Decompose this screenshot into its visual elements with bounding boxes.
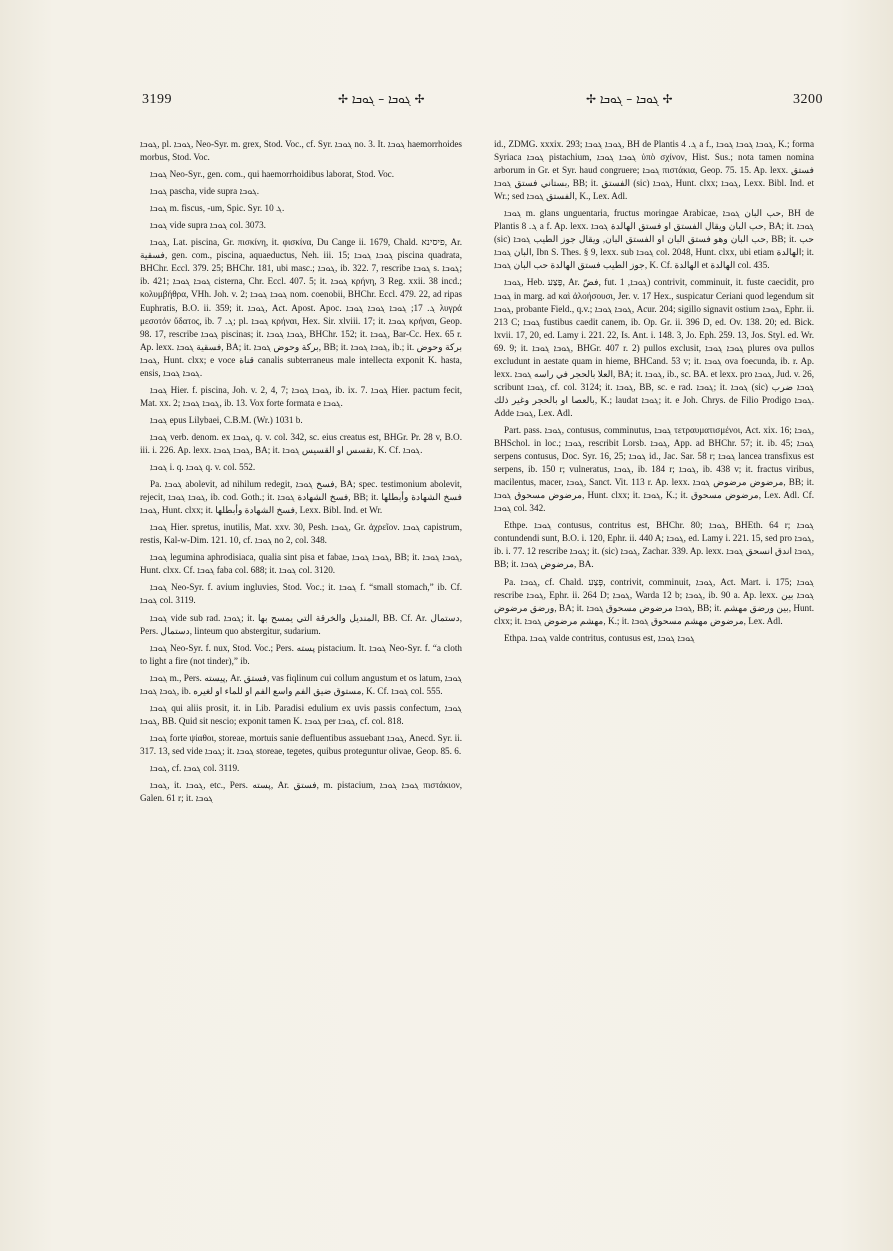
dictionary-entry: Ethpa. ܓܘܒܐ valde contritus, contusus est, ܓܘܒܐ ܓܘܒܐ [504, 632, 695, 643]
dictionary-entry: ܓܘܒܐ pascha, vide supra ܓܘܒܐ. [150, 186, 260, 197]
dictionary-entry: ܓܘܒܐ m. fiscus, -um, Spic. Syr. ܓ 10. [150, 203, 285, 214]
dictionary-entry: ܓܘܒܐ vide sub rad. ܓܘܒܐ; it. المنديل والخرقة التي يمسح بها, BB. Cf. Ar. دستمال, Pers. دستمال, linteum quo abstergitur, sudarium. [140, 612, 462, 636]
column-divider [478, 136, 479, 1236]
page-number-right: 3200 [793, 92, 823, 107]
dictionary-entry: ܓܘܒܐ legumina aphrodisiaca, qualia sint pisa et fabae, ܓܘܒܐ ܓܘܒܐ, BB; it. ܓܘܒܐ ܓܘܒܐ, Hunt. clxx. Cf. ܓܘܒܐ faba col. 688; it. ܓܘܒܐ col. 3120. [140, 552, 462, 576]
page-header [138, 92, 823, 114]
running-head-right: ✢ ܓܘܒܐ – ܓܘܒܐ ✢ [586, 92, 673, 106]
dictionary-entry: Part. pass. ܓܘܒܐ, contusus, comminutus, ܓܘܒܐ τετραυματισμένοι, Act. xix. 16; ܓܘܒܐ, BHSchol. in loc.; ܓܘܒܐ, rescribit Lorsb. ܓܘܒܐ, App. ad BHChr. 57; it. ib. 45; ܓܘܒܐ serpens contusus, Doc. Syr. 16, 25; ܓܘܒܐ id., Jac. Sar. 58 r; ܓܘܒܐ lancea transfixus est serpens, ib. 150 r; vulneratus, ܓܘܒܐ, ib. 184 r; ܓܘܒܐ, ib. 438 v; it. fractus viribus, macilentus, macer, ܓܘܒܐ, Sanct. Vit. 113 r. Ap. lexx. مرضوض مرضوض ܓܘܒܐ, BB; it. مرضوض مسحوق ܓܘܒܐ, Hunt. clxx; it. ܓܘܒܐ, K.; it. مرضوض مسحوق, Lex. Adl. Cf. ܓܘܒܐ col. 342. [494, 424, 814, 514]
dictionary-entry: ܓܘܒܐ, Heb. פָּצַע, Ar. فضّ, fut. ܓܘܒܐ, 1) contrivit, comminuit, it. fuste caecidit, pro ܓܘܒܐ in marg. ad καὶ ἀλοήσουσι, Jer. v. 17 Hex., suspicatur Ceriani quod legendum sit ܓܘܒܐ, probante Field., q.v.; ܓܘܒܐ ܓܘܒܐ, Acur. 204; sigillo signavit ostium ܓܘܒܐ, Ephr. ii. 213 C; ܓܘܒܐ fustibus caedit canem, ib. Op. Gr. ii. 396 D, ed. Ov. 138. 20; ed. Bick. lxvii. 17, 20, ed. Lamy i. 221. 22, Is. Ant. i. 148. 3, Jo. Eph. 259. 13, Jos. Styl. ed. Wr. 69. 9; it. ܓܘܒܐ ܓܘܒܐ, BHGr. 407 r. 2) pullos exclusit, ܓܘܒܐ ܓܘܒܐ plures ova pullos excludunt in aestate quam in hieme, BHCand. 53 v; it. ܓܘܒܐ ova foecunda, ib. r. Ap. lexx. العلا بالحجر في راسه ܓܘܒܐ, BA; it. ܓܘܒܐ, ib., sc. BA. et lexx. pro ܓܘܒܐ, Jud. v. 26, scribunt ܓܘܒܐ, cf. col. 3124; it. ܓܘܒܐ, BB, sc. e rad. ܓܘܒܐ; it. ܓܘܒܐ (sic) ܓܘܒܐ ضرب بالعصا او بالحجر وغير ذلك, K.; laudat ܓܘܒܐ; it. e Joh. Chrys. de Filio Prodigo ܓܘܒܐ. Adde ܓܘܒܐ, Lex. Adl. [494, 277, 814, 418]
dictionary-entry: Pa. ܓܘܒܐ, cf. Chald. פְּצַע, contrivit, comminuit, ܓܘܒܐ, Act. Mart. i. 175; ܓܘܒܐ rescribe ܓܘܒܐ, Ephr. ii. 264 D; ܓܘܒܐ, Warda 12 b; ܓܘܒܐ, ib. 90 a. Ap. lexx. ܓܘܒܐ بين ورضق مرضوض, BA; it. ܓܘܒܐ مرضوض مسحوق ܓܘܒܐ, BB; it. بين ورضق مهشم, Hunt. clxx; it. مهشم مرضوض ܓܘܒܐ, K.; it. مرضوض مهشم مسحوق ܓܘܒܐ, Lex. Adl. [494, 576, 814, 626]
dictionary-entry: ܓܘܒܐ Neo-Syr. f. nux, Stod. Voc.; Pers. پسته pistacium. It. ܓܘܒܐ Neo-Syr. f. “a cloth to light a fire (not tinder),” ib. [140, 642, 462, 666]
running-head-left: ✢ ܓܘܒܐ – ܓܘܒܐ ✢ [338, 92, 425, 106]
dictionary-entry: ܓܘܒܐ Hier. f. piscina, Joh. v. 2, 4, 7; ܓܘܒܐ ܓܘܒܐ, ib. ix. 7. ܓܘܒܐ Hier. pactum fecit, Mat. xx. 2; ܓܘܒܐ ܓܘܒܐ, ib. 13. Vox forte formata e ܓܘܒܐ. [140, 384, 462, 408]
dictionary-entry: ܓܘܒܐ, cf. ܓܘܒܐ col. 3119. [150, 762, 240, 773]
dictionary-entry: ܓܘܒܐ Neo-Syr., gen. com., qui haemorrhoidibus laborat, Stod. Voc. [150, 169, 395, 180]
dictionary-entry: ܓܘܒܐ, pl. ܓܘܒܐ, Neo-Syr. m. grex, Stod. Voc., cf. Syr. ܓܘܒܐ no. 3. It. ܓܘܒܐ haemorrhoides morbus, Stod. Voc. [140, 139, 462, 163]
dictionary-entry: ܓܘܒܐ Neo-Syr. f. avium ingluvies, Stod. Voc.; it. ܓܘܒܐ f. “small stomach,” ib. Cf. ܓܘܒܐ col. 3119. [140, 582, 462, 606]
dictionary-entry: ܓܘܒܐ, Lat. piscina, Gr. πισκίνη, it. φισκίνα, Du Cange ii. 1679, Chald. פיסינא, Ar. فسقية, gen. com., piscina, aquaeductus, Neh. iii. 15; ܓܘܒܐ ܓܘܒܐ piscina quadrata, BHChr. Eccl. 379. 25; BHChr. 181, ubi masc.; ܓܘܒܐ, ib. 322. 7, rescribe ܓܘܒܐ s. ܓܘܒܐ; ib. 421; ܓܘܒܐ ܓܘܒܐ cisterna, Chr. Eccl. 407. 5; it. ܓܘܒܐ κρήνη, 3 Reg. xxii. 38 incd.; κολυμβήθρα, VHh. Joh. v. 2; ܓܘܒܐ ܓܘܒܐ nom. coenobii, BHChr. Eccl. 479. 22, ad ripas Euphratis, B.O. ii. 359; it. ܓܘܒܐ, Act. Apost. Apoc. ܓ. 17; ܓܘܒܐ ܓܘܒܐ ܓܘܒܐ λυγρά μεσοτόν ὕδατος, ib. ܓ. 7; pl. ܓܘܒܐ κρήναι, Hex. Sir. xlviii. 17; it. ܓܘܒܐ κρήναι, Geop. 98. 17, rescribe ܓܘܒܐ piscinas; it. ܓܘܒܐ ܓܘܒܐ, BHChr. 152; it. ܓܘܒܐ, Bar-Cc. Hex. 65 r. Ap. lexx. فسقية ܓܘܒܐ, BA; it. بركة وحوض ܓܘܒܐ, BB; it. ܓܘܒܐ ܓܘܒܐ, ib.; it. بركة وحوض ܓܘܒܐ, Hunt. clxx; e voce قناة canalis subterraneus male intellecta exponit K. hasta, ensis, ܓܘܒܐ ܓܘܒܐ. [140, 237, 462, 378]
dictionary-entry: ܓܘܒܐ i. q. ܓܘܒܐ q. v. col. 552. [150, 462, 256, 473]
dictionary-entry: ܓܘܒܐ vide supra ܓܘܒܐ col. 3073. [150, 220, 266, 231]
dictionary-entry: id., ZDMG. xxxix. 293; ܓܘܒܐ ܓܘܒܐ, BH de Plantis ܓ. 4 a f., ܓܘܒܐ ܓܘܒܐ ܓܘܒܐ, K.; forma Syriaca ܓܘܒܐ pistachium, ܓܘܒܐ ܓܘܒܐ ὑπὸ σχίνον, Hist. Sus.; nota tamen nomina arborum in Gr. et Syr. haud congruere; ܓܘܒܐ πιστάκια, Geop. 75. 15. Ap. lexx. فستق بستاني فستق ܓܘܒܐ, BB; it. الفستق (sic) ܓܘܒܐ, Hunt. clxx; ܓܘܒܐ, Lexx. Bibl. Ind. et Wr.; sed الفستق ܓܘܒܐ, K., Lex. Adl. [494, 139, 814, 202]
dictionary-entry: Pa. ܓܘܒܐ abolevit, ad nihilum redegit, فسخ ܓܘܒܐ, BA; spec. testimonium abolevit, rejecit, ܓܘܒܐ ܓܘܒܐ, ib. cod. Goth.; it. فسخ الشهادة ܓܘܒܐ, BB; it. فسخ الشهادة وأبطلها ܓܘܒܐ, Hunt. clxx; it. فسخ الشهادة وأبطلها, Lexx. Bibl. Ind. et Wr. [140, 479, 462, 516]
dictionary-entry: ܓܘܒܐ, it. ܓܘܒܐ, etc., Pers. پسته, Ar. فستق, m. pistacium, ܓܘܒܐ ܓܘܒܐ πιστάκιον, Galen. 61 r; it. ܓܘܒܐ [140, 780, 462, 804]
dictionary-entry: ܓܘܒܐ forte ψίαθοι, storeae, mortuis sanie defluentibus assuebant ܓܘܒܐ, Anecd. Syr. ii. 317. 13, sed vide ܓܘܒܐ; it. ܓܘܒܐ storeae, tegetes, quibus proteguntur olivae, Geop. 85. 6. [140, 732, 462, 756]
dictionary-entry: Ethpe. ܓܘܒܐ contusus, contritus est, BHChr. 80; ܓܘܒܐ, BHEth. 64 r; ܓܘܒܐ contundendi sunt, B.O. i. 120, Ephr. ii. 440 A; ܓܘܒܐ, ed. Lamy i. 221. 15, sed pro ܓܘܒܐ, ib. i. 77. 12 rescribe ܓܘܒܐ; it. (sic) ܓܘܒܐ, Zachar. 339. Ap. lexx. ܓܘܒܐ اندق انسحق ܓܘܒܐ, BB; it. مرضوض ܓܘܒܐ, BA. [494, 520, 814, 570]
dictionary-entry: ܓܘܒܐ m., Pers. پیسته, Ar. فستق, vas fiqlinum cui collum angustum et os latum, ܓܘܒܐ ܓܘܒܐ ܓܘܒܐ, ib. مستوق ضيق الفم واسع الفم او للماء او لغيره, K. Cf. ܓܘܒܐ col. 555. [140, 672, 462, 696]
dictionary-entry: ܓܘܒܐ epus Lilybaei, C.B.M. (Wr.) 1031 b. [150, 414, 303, 425]
dictionary-entry: ܓܘܒܐ m. glans unguentaria, fructus moringae Arabicae, حب البان ܓܘܒܐ, BH de Plantis ܓ. 8 a f. Ap. lexx. حب البان ويقال الفستق او فستق الهالدة ܓܘܒܐ, BA; it. ܓܘܒܐ (sic) حب البان وهو فستق البان او الفستق البان, ويقال جوز الطيب ܓܘܒܐ, BB; it. حب البان ܓܘܒܐ, Ibn S. Thes. § 9, lexx. sub ܓܘܒܐ col. 2048, Hunt. clxx, ubi etiam الهالدة; it. جوز الطيب فستق الهالدة حب البان ܓܘܒܐ, K. Cf. الهالدة et الهالدة col. 435. [494, 208, 814, 271]
right-column [494, 138, 814, 1243]
page-number-left: 3199 [142, 92, 172, 107]
dictionary-entry: ܓܘܒܐ verb. denom. ex ܓܘܒܐ, q. v. col. 342, sc. eius creatus est, BHGr. Pr. 28 v, B.O. iii. i. 226. Ap. lexx. ܓܘܒܐ ܓܘܒܐ, BA; it. تقسس او القسيس ܓܘܒܐ, K. Cf. ܓܘܒܐ. [140, 431, 462, 455]
dictionary-entry: ܓܘܒܐ qui aliis prosit, it. in Lib. Paradisi edulium ex uvis passis confectum, ܓܘܒܐ ܓܘܒܐ, BB. Quid sit nescio; exponit tamen K. ܓܘܒܐ per ܓܘܒܐ, cf. col. 818. [140, 702, 462, 726]
left-column [140, 138, 462, 1243]
dictionary-entry: ܓܘܒܐ Hier. spretus, inutilis, Mat. xxv. 30, Pesh. ܓܘܒܐ, Gr. ἀχρεῖον. ܓܘܒܐ capistrum, restis, Kal-w-Dim. 121. 10, cf. ܓܘܒܐ no 2, col. 348. [140, 522, 462, 546]
